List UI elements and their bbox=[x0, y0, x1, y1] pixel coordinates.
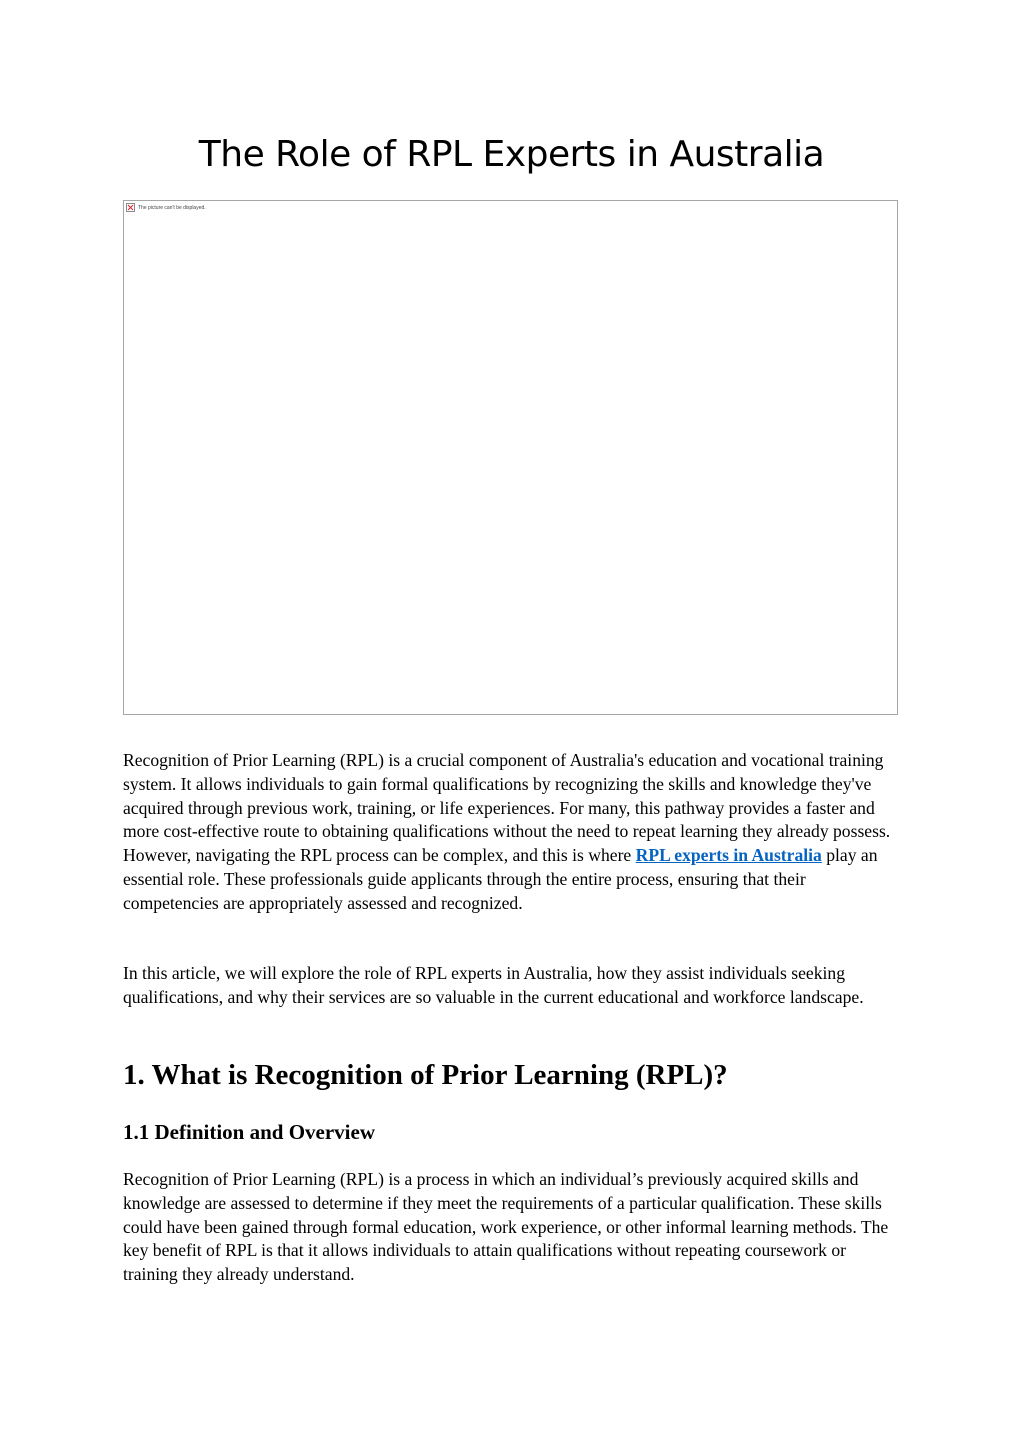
second-paragraph: In this article, we will explore the role of RPL experts in Australia, how they assist individuals seeking qualifications, and why their services are so valuable in the current educational and workforce landscape. bbox=[123, 963, 864, 1007]
intro-paragraph bbox=[123, 749, 898, 916]
intro-text-after-link: play an essential role. These professionals guide applicants through the entire process, ensuring that their competencies are appropriately assessed and recognized. bbox=[123, 845, 878, 913]
intro-text-before-link: Recognition of Prior Learning (RPL) is a crucial component of Australia's education and vocational training system. It allows individuals to gain formal qualifications by recognizing the skills and knowledge they've acquired through previous work, training, or life experiences. For many, this pathway provides a faster and more cost-effective route to obtaining qualifications without the need to repeat learning they already possess. However, navigating the RPL process can be complex, and this is where bbox=[123, 750, 891, 866]
rpl-experts-link[interactable]: RPL experts in Australia bbox=[635, 845, 822, 866]
page-title: The Role of RPL Experts in Australia bbox=[198, 134, 825, 175]
subsection-heading: 1.1 Definition and Overview bbox=[123, 1120, 375, 1144]
section-paragraph: Recognition of Prior Learning (RPL) is a process in which an individual’s previously acquired skills and knowledge are assessed to determine if they meet the requirements of a particular qualification. These skills could have been gained through formal education, work experience, or other informal learning methods. The key benefit of RPL is that it allows individuals to attain qualifications without repeating coursework or training they already understand. bbox=[123, 1169, 889, 1285]
section-heading: 1. What is Recognition of Prior Learning (RPL)? bbox=[123, 1059, 728, 1091]
image-placeholder bbox=[123, 200, 898, 715]
broken-image-notice bbox=[126, 203, 206, 212]
broken-image-text: The picture can't be displayed. bbox=[138, 204, 206, 211]
broken-image-icon bbox=[126, 203, 135, 212]
